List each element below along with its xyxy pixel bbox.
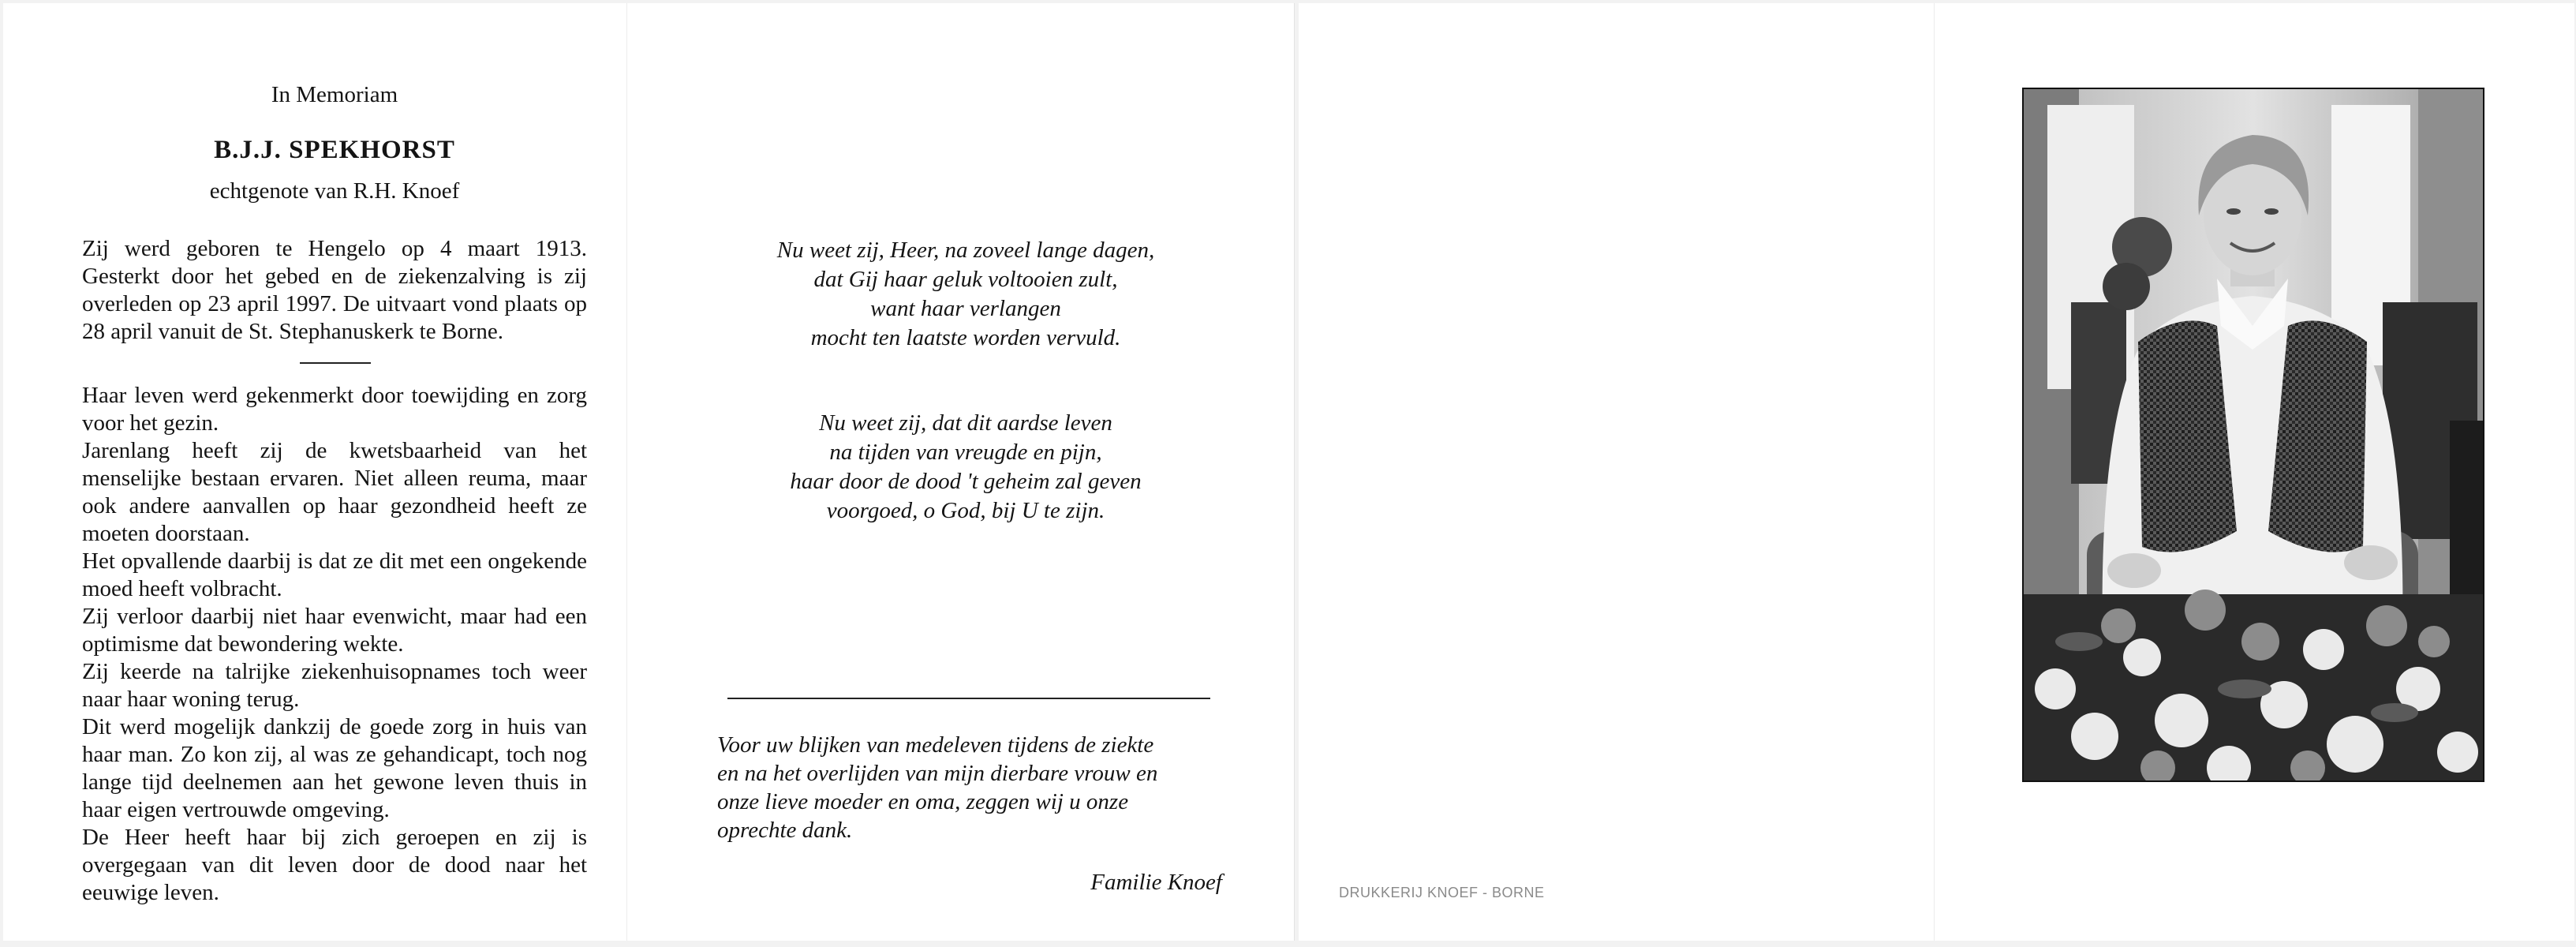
- poem-line: voorgoed, o God, bij U te zijn.: [826, 498, 1105, 523]
- life-paragraph: Dit werd mogelijk dankzij de goede zorg in huis van haar man. Zo kon zij, al was ze gehandicapt, toch nog lange tijd deelnemen aan het gewone leven thuis in haar eigen vertrouwde omgeving.: [82, 714, 587, 822]
- poem-stanza-1: [705, 236, 1226, 353]
- poem-line: na tijden van vreugde en pijn,: [829, 440, 1102, 465]
- thanks-line: Voor uw blijken van medeleven tijdens de ziekte: [717, 732, 1154, 758]
- divider-long: [727, 698, 1210, 699]
- memorial-card-inside: [3, 3, 1295, 941]
- life-paragraph: Zij verloor daarbij niet haar evenwicht, maar had een optimisme dat bewondering wekte.: [82, 604, 587, 657]
- printer-imprint: DRUKKERIJ KNOEF - BORNE: [1339, 885, 1545, 900]
- life-paragraph: Zij keerde na talrijke ziekenhuisopnames toch weer naar haar woning terug.: [82, 659, 587, 712]
- thanks-line: onze lieve moeder en oma, zeggen wij u onze: [717, 789, 1129, 814]
- life-paragraph: Jarenlang heeft zij de kwetsbaarheid van het menselijke bestaan ervaren. Niet alleen reuma, maar ook andere aanvallen op haar gezondheid heeft ze moeten doorstaan.: [82, 438, 587, 546]
- poem-line: Nu weet zij, dat dit aardse leven: [819, 410, 1112, 436]
- birth-death-paragraph: [82, 235, 587, 346]
- card-fold-line: [1934, 3, 1935, 941]
- card-fold-line: [626, 3, 627, 941]
- thanks-line: oprechte dank.: [717, 818, 853, 843]
- family-signature: Familie Knoef: [1090, 870, 1222, 895]
- poem-line: want haar verlangen: [870, 296, 1061, 321]
- thanks-line: en na het overlijden van mijn dierbare vrouw en: [717, 761, 1158, 786]
- poem-stanza-2: [705, 409, 1226, 526]
- deceased-name: B.J.J. SPEKHORST: [214, 136, 455, 164]
- spouse-line: echtgenote van R.H. Knoef: [209, 178, 460, 204]
- portrait-photo-icon: [2024, 89, 2483, 780]
- life-paragraph: Haar leven werd gekenmerkt door toewijding en zorg voor het gezin.: [82, 383, 587, 436]
- poem-line: dat Gij haar geluk voltooien zult,: [813, 267, 1118, 292]
- poem-line: Nu weet zij, Heer, na zoveel lange dagen,: [776, 238, 1155, 263]
- birth-death-text: Zij werd geboren te Hengelo op 4 maart 1913. Gesterkt door het gebed en de ziekenzalving is zij overleden op 23 april 1997. De uitvaart vond plaats op 28 april vanuit de St. Stephanuskerk te Borne.: [82, 236, 587, 344]
- life-paragraph: De Heer heeft haar bij zich geroepen en zij is overgegaan van dit leven door de dood naar het eeuwige leven.: [82, 825, 587, 905]
- divider-short: [300, 362, 371, 364]
- thanks-message: [717, 731, 1222, 844]
- portrait-photo: [2022, 88, 2484, 782]
- life-paragraph: Het opvallende daarbij is dat ze dit met een ongekende moed heeft volbracht.: [82, 548, 587, 601]
- poem-line: mocht ten laatste worden vervuld.: [810, 325, 1121, 350]
- in-memoriam-heading: In Memoriam: [271, 82, 398, 107]
- life-description: [82, 382, 587, 907]
- poem-line: haar door de dood 't geheim zal geven: [790, 469, 1142, 494]
